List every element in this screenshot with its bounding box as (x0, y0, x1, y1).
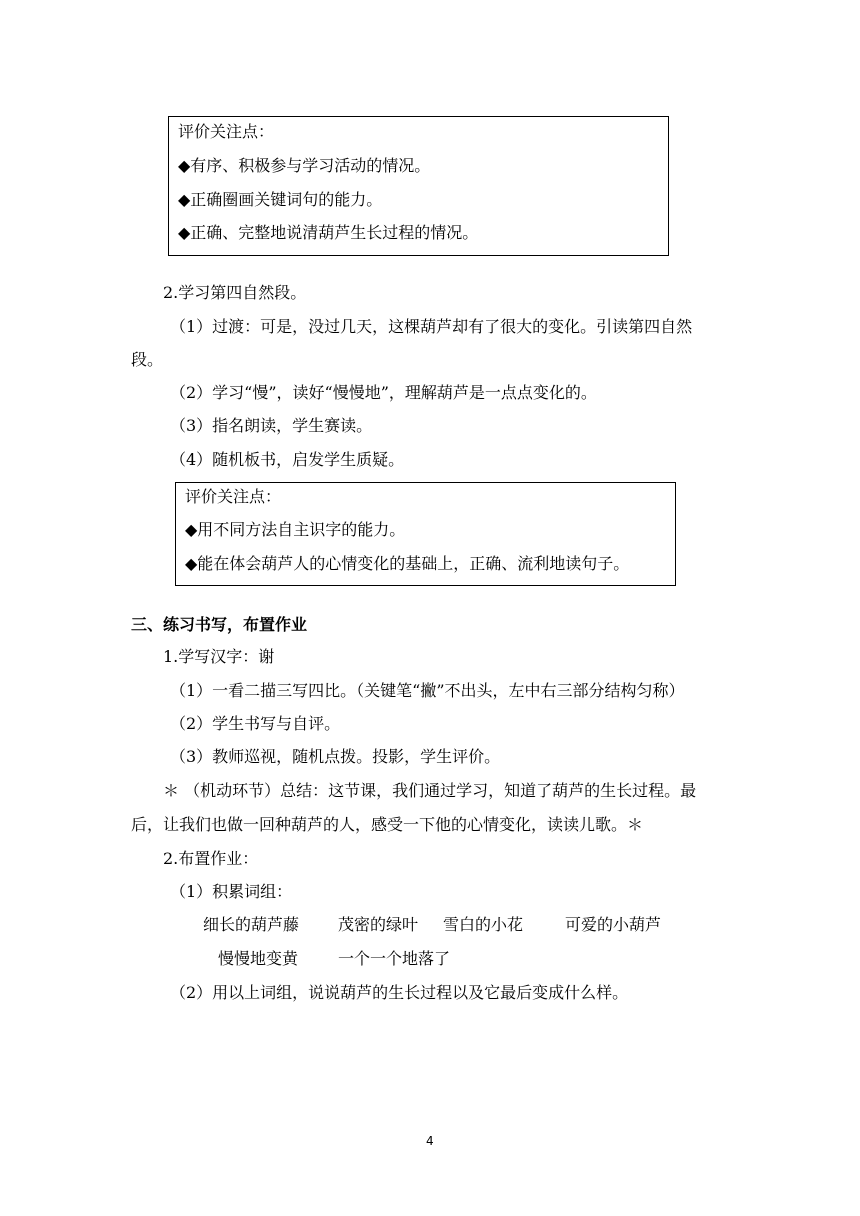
word-item: 细长的葫芦藤 (203, 915, 300, 934)
summary-text: ＊ （机动环节）总结：这节课，我们通过学习，知道了葫芦的生长过程。最 (163, 781, 697, 800)
paragraph: （2）学生书写与自评。 (170, 714, 341, 733)
paragraph: （4）随机板书，启发学生质疑。 (170, 450, 405, 469)
subsection-heading: 2.布置作业： (163, 849, 259, 868)
word-item: 一个一个地落了 (338, 949, 451, 968)
paragraph: （1）积累词组： (170, 882, 293, 901)
word-item: 慢慢地变黄 (218, 949, 299, 968)
paragraph: （1）过渡：可是，没过几天，这棵葫芦却有了很大的变化。引读第四自然 (170, 317, 693, 336)
paragraph: 段。 (131, 350, 164, 369)
paragraph: （3）教师巡视，随机点拨。投影，学生评价。 (170, 747, 501, 766)
evaluation-item: ◆正确、完整地说清葫芦生长过程的情况。 (178, 223, 479, 242)
evaluation-title: 评价关注点： (178, 122, 275, 141)
page-number: 4 (426, 1134, 434, 1148)
evaluation-item: ◆有序、积极参与学习活动的情况。 (178, 156, 431, 175)
summary-text: 后，让我们也做一回种葫芦的人，感受一下他的心情变化，读读儿歌。＊ (131, 815, 644, 834)
paragraph: （2）用以上词组，说说葫芦的生长过程以及它最后变成什么样。 (170, 983, 629, 1002)
evaluation-item: ◆正确圈画关键词句的能力。 (178, 190, 383, 209)
paragraph: （3）指名朗读，学生赛读。 (170, 416, 373, 435)
word-item: 雪白的小花 (443, 915, 524, 934)
word-item: 茂密的绿叶 (338, 915, 419, 934)
evaluation-item: ◆用不同方法自主识字的能力。 (185, 520, 406, 539)
paragraph: （2）学习“慢”，读好“慢慢地”，理解葫芦是一点点变化的。 (170, 383, 597, 402)
section-title: 三、练习书写，布置作业 (131, 615, 308, 634)
section-heading: 2.学习第四自然段。 (163, 283, 307, 302)
paragraph: （1）一看二描三写四比。（关键笔“撇”不出头，左中右三部分结构匀称） (170, 681, 685, 700)
subsection-heading: 1.学写汉字：谢 (163, 647, 275, 666)
evaluation-title: 评价关注点： (185, 487, 282, 506)
evaluation-item: ◆能在体会葫芦人的心情变化的基础上，正确、流利地读句子。 (185, 554, 630, 573)
word-item: 可爱的小葫芦 (565, 915, 662, 934)
